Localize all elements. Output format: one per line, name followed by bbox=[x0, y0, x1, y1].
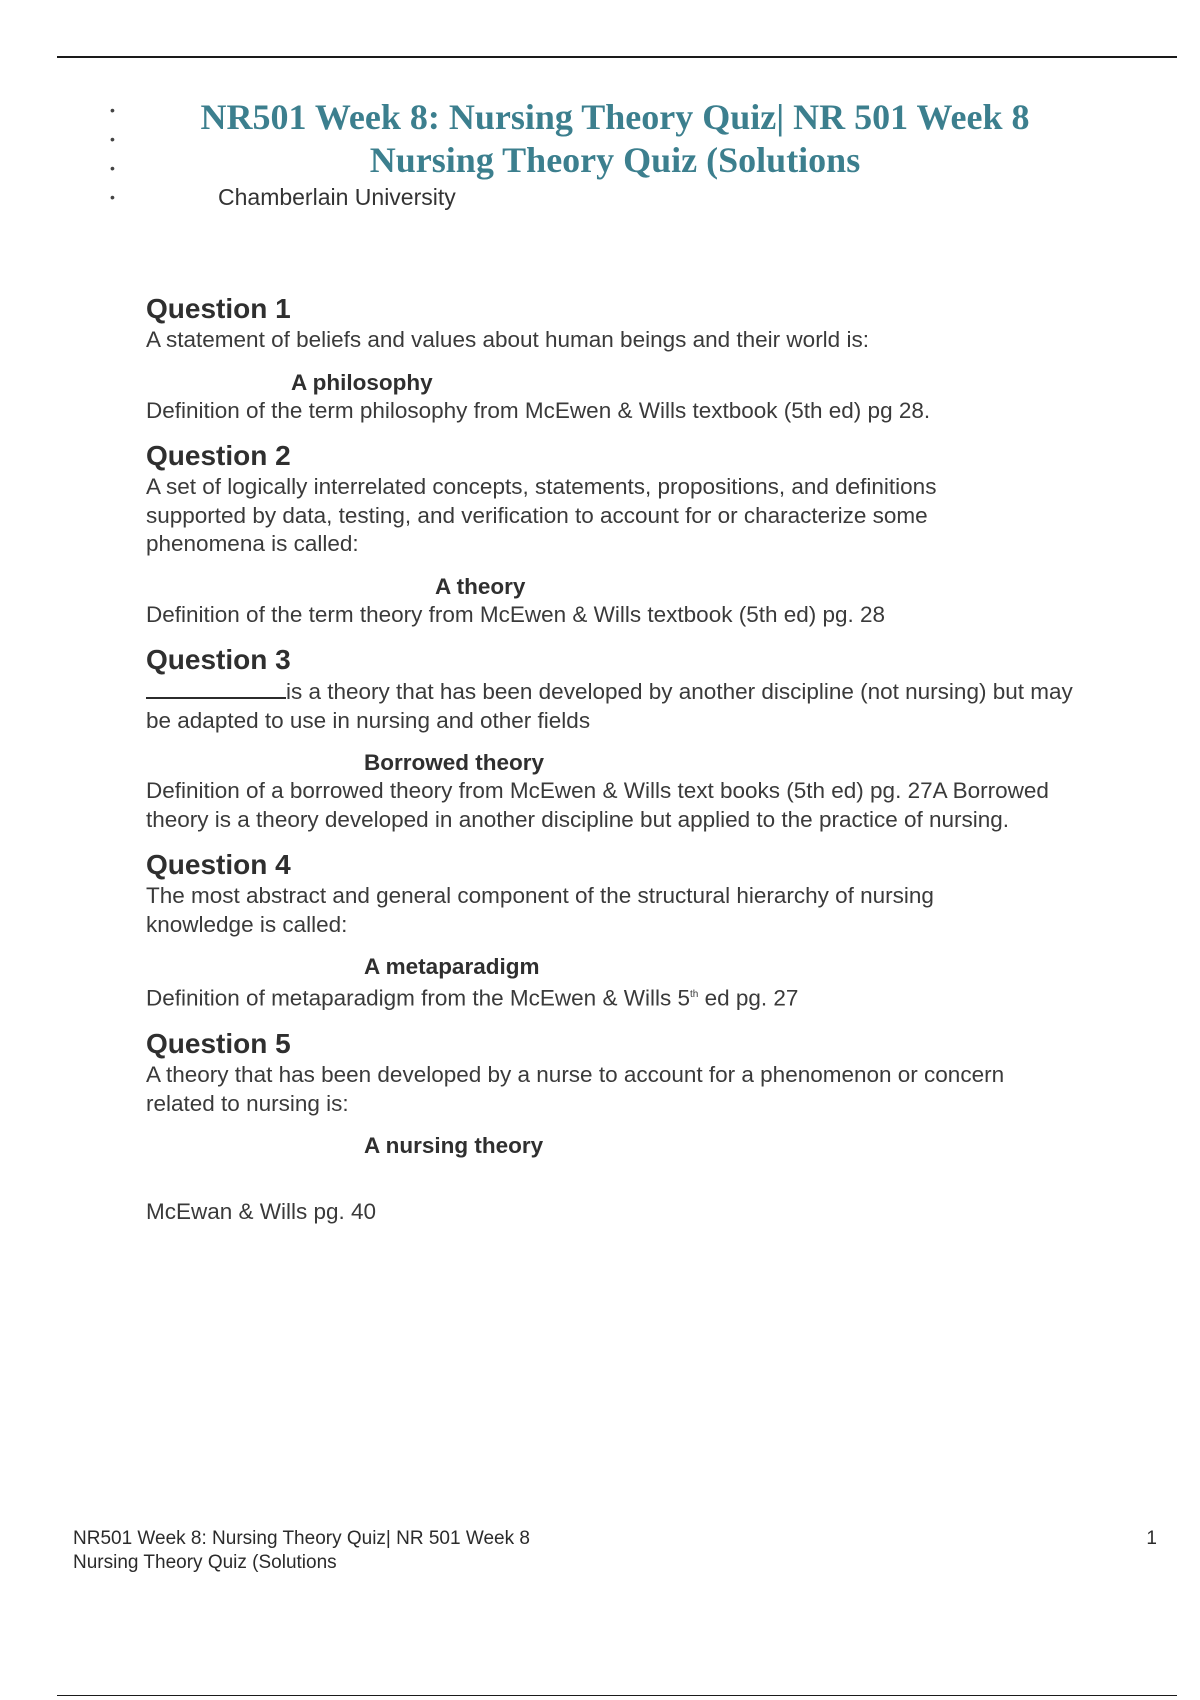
ordinal-superscript: th bbox=[689, 989, 699, 1000]
question-text bbox=[146, 677, 1096, 735]
question-heading: Question 4 bbox=[146, 849, 291, 880]
quiz-content bbox=[146, 292, 1096, 1241]
answer-explanation: Definition of the term theory from McEwen & Wills textbook (5th ed) pg. 28 bbox=[146, 601, 886, 627]
document-title: NR501 Week 8: Nursing Theory Quiz| NR 501 Week 8 Nursing Theory Quiz (Solutions bbox=[200, 97, 1030, 180]
question-heading: Question 1 bbox=[146, 293, 291, 324]
bullet-marker: • bbox=[110, 189, 115, 205]
question-heading: Question 3 bbox=[146, 644, 291, 675]
question-heading: Question 5 bbox=[146, 1028, 291, 1059]
answer-explanation: McEwan & Wills pg. 40 bbox=[146, 1199, 377, 1224]
bullet-marker: • bbox=[110, 131, 115, 147]
institution-name: Chamberlain University bbox=[218, 184, 456, 210]
answer-text: A philosophy bbox=[291, 369, 433, 395]
question-text: A set of logically interrelated concepts, statements, propositions, and definitions supported by data, testing, and verification to account for or characterize some phenomena is called: bbox=[146, 474, 937, 556]
answer-text: A nursing theory bbox=[364, 1133, 544, 1158]
explanation-text: Definition of metaparadigm from the McEwen & Wills 5 bbox=[146, 985, 690, 1011]
question-block-3 bbox=[146, 643, 1096, 834]
answer-text: Borrowed theory bbox=[364, 750, 545, 775]
answer-explanation: Definition of the term philosophy from McEwen & Wills textbook (5th ed) pg 28. bbox=[146, 397, 931, 423]
answer-explanation: Definition of a borrowed theory from McEwen & Wills text books (5th ed) pg. 27A Borrowed theory is a theory developed in another discipline but applied to the practice of nursing. bbox=[146, 778, 1049, 832]
answer-text: A theory bbox=[435, 573, 526, 599]
question-heading: Question 2 bbox=[146, 440, 291, 471]
fill-in-blank-line bbox=[146, 677, 286, 699]
question-block-4 bbox=[146, 848, 1096, 1013]
bottom-rule bbox=[57, 1695, 1177, 1696]
question-block-2 bbox=[146, 439, 1096, 629]
question-text: A theory that has been developed by a nurse to account for a phenomenon or concern related to nursing is: bbox=[146, 1062, 1005, 1116]
bullet-marker: • bbox=[110, 160, 115, 176]
page-number: 1 bbox=[1146, 1528, 1157, 1549]
footer-running-title: NR501 Week 8: Nursing Theory Quiz| NR 501 Week 8 Nursing Theory Quiz (Solutions bbox=[73, 1528, 530, 1573]
top-rule bbox=[57, 56, 1177, 58]
question-text: A statement of beliefs and values about human beings and their world is: bbox=[146, 327, 869, 352]
bullet-marker: • bbox=[110, 102, 115, 118]
answer-text: A metaparadigm bbox=[364, 954, 540, 979]
question-block-1 bbox=[146, 292, 1096, 425]
question-text-body: is a theory that has been developed by another discipline (not nursing) but may be adapted to use in nursing and other fields bbox=[146, 679, 1073, 733]
bullet-list-markers bbox=[110, 96, 120, 212]
question-block-5 bbox=[146, 1027, 1096, 1227]
answer-explanation bbox=[146, 981, 1096, 1013]
question-text: The most abstract and general component of the structural hierarchy of nursing knowledge is called: bbox=[146, 883, 934, 937]
explanation-text: ed pg. 27 bbox=[698, 985, 799, 1011]
